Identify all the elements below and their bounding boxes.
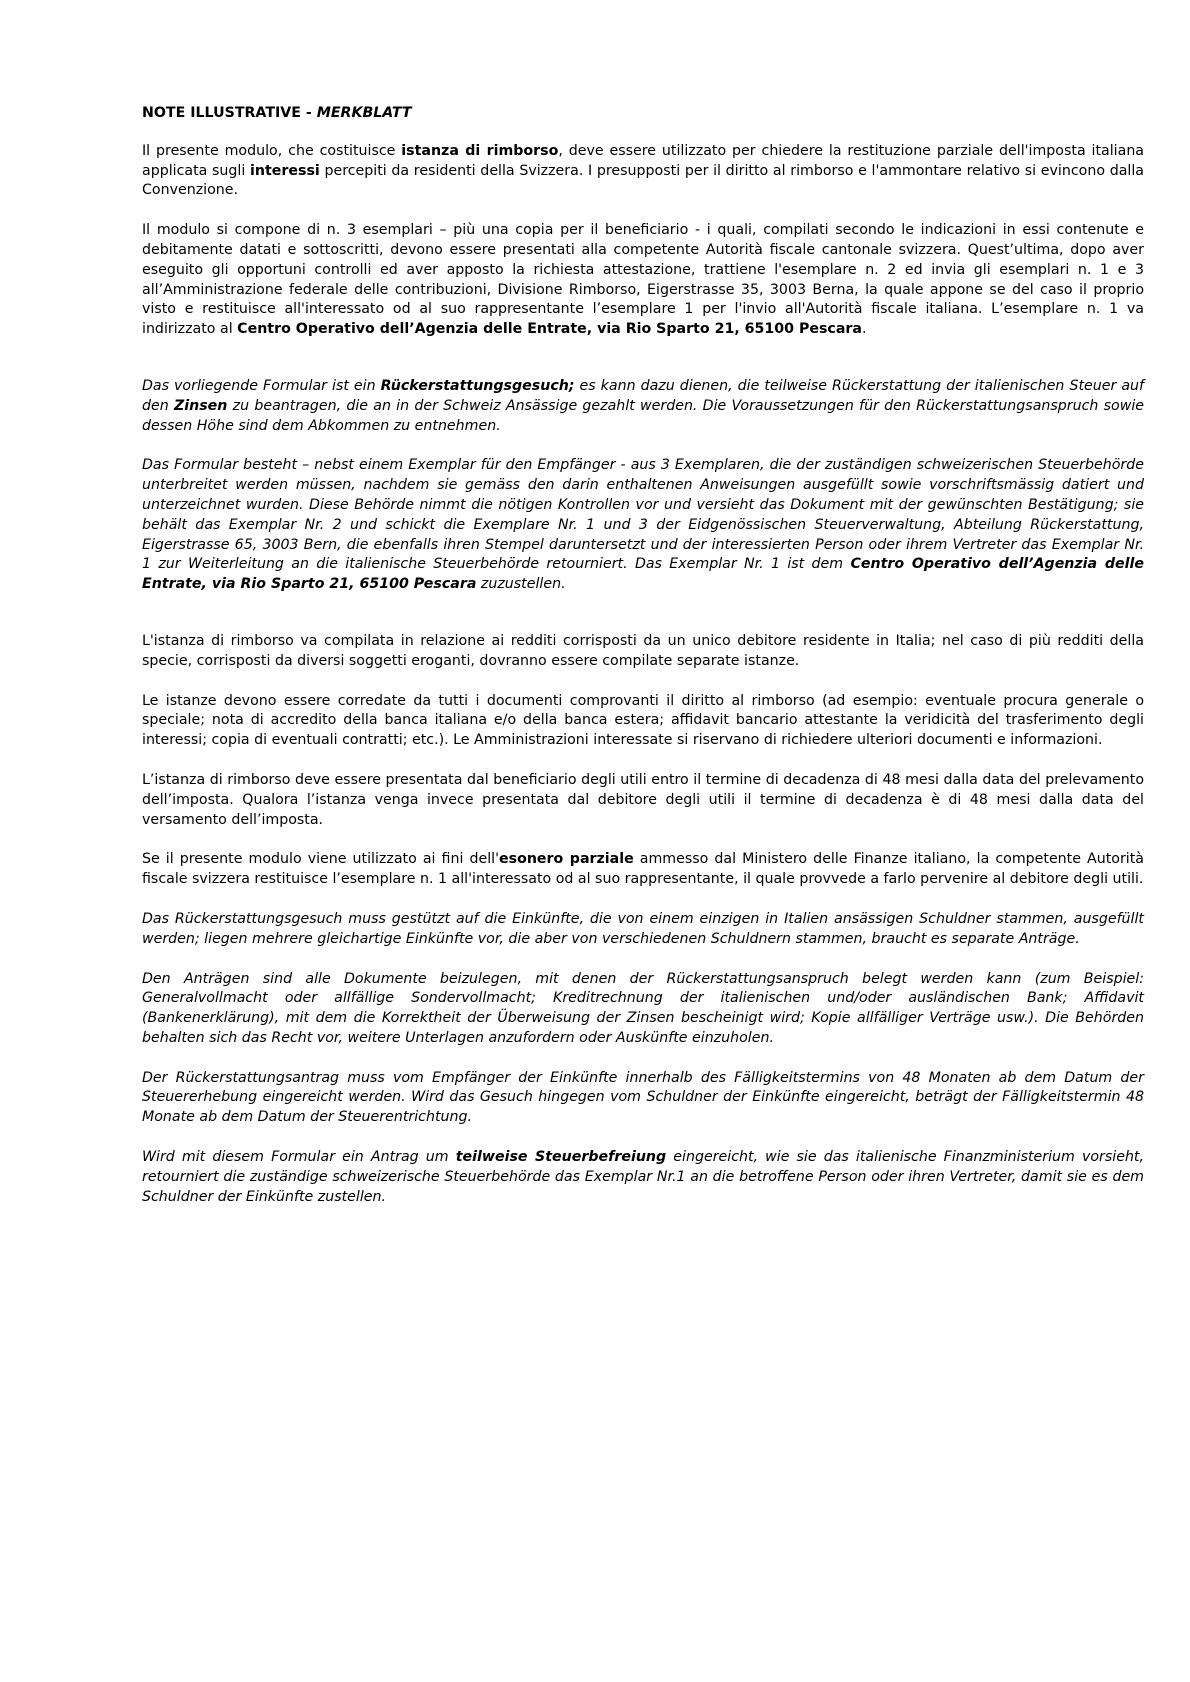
paragraph-it-6: Se il presente modulo viene utilizzato ai fini dell'esonero parziale ammesso dal Ministero delle Finanze italiano, la competente Autorità fiscale svizzera restituisce l’esemplare n. 1 all'interessato od al suo rappresentante, il quale provvede a farlo pervenire al debitore degli utili.: [142, 851, 1144, 888]
paragraph-it-3: L'istanza di rimborso va compilata in relazione ai redditi corrisposti da un unico debitore residente in Italia; nel caso di più redditi della specie, corrisposti da diversi soggetti eroganti, dovranno essere compilate separate istanze.: [142, 632, 1144, 669]
page-title: NOTE ILLUSTRATIVE - MERKBLATT: [142, 105, 412, 121]
paragraph-de-5: Der Rückerstattungsantrag muss vom Empfänger der Einkünfte innerhalb des Fälligkeitstermins von 48 Monaten ab dem Datum der Steuererhebung eingereicht werden. Wird das Gesuch hingegen vom Schuldner der Einkünfte eingereicht, beträgt der Fälligkeitstermin 48 Monate ab dem Datum der Steuerentrichtung.: [142, 1069, 1144, 1126]
paragraph-de-6: Wird mit diesem Formular ein Antrag um teilweise Steuerbefreiung eingereicht, wie sie das italienische Finanzministerium vorsieht, retourniert die zuständige schweizerische Steuerbehörde das Exemplar Nr.1 an die betroffene Person oder ihren Vertreter, damit sie es dem Schuldner der Einkünfte zustellen.: [142, 1149, 1145, 1205]
paragraph-de-2: Das Formular besteht – nebst einem Exemplar für den Empfänger - aus 3 Exemplaren, die der zuständigen schweizerischen Steuerbehörde unterbreitet werden müssen, nachdem sie gemäss den darin enthaltenen Anweisungen ausgefüllt sowie vorschriftsmässig datiert und unterzeichnet wurden. Diese Behörde nimmt die nötigen Kontrollen vor und versieht das Dokument mit der gewünschten Bestätigung; sie behält das Exemplar Nr. 2 und schickt die Exemplare Nr. 1 und 3 der Eidgenössischen Steuerverwaltung, Abteilung Rückerstattung, Eigerstrasse 65, 3003 Bern, die ebenfalls ihren Stempel daruntersetzt und der interessierten Person oder ihrem Vertreter das Exemplar Nr. 1 zur Weiterleitung an die italienische Steuerbehörde retourniert. Das Exemplar Nr. 1 ist dem Centro Operativo dell’Agenzia delle Entrate, via Rio Sparto 21, 65100 Pescara zuzustellen.: [142, 457, 1144, 593]
paragraph-it-2: Il modulo si compone di n. 3 esemplari – più una copia per il beneficiario - i quali, compilati secondo le indicazioni in essi contenute e debitamente datati e sottoscritti, devono essere presentati alla competente Autorità fiscale cantonale svizzera. Quest’ultima, dopo aver eseguito gli opportuni controlli ed aver apposto la richiesta attestazione, trattiene l'esemplare n. 2 ed invia gli esemplari n. 1 e 3 all’Amministrazione federale delle contribuzioni, Divisione Rimborso, Eigerstrasse 35, 3003 Berna, la quale appone se del caso il proprio visto e restituisce all'interessato od al suo rappresentante l’esemplare 1 per l'invio all'Autorità fiscale italiana. L’esemplare n. 1 va indirizzato al Centro Operativo dell’Agenzia delle Entrate, via Rio Sparto 21, 65100 Pescara.: [142, 222, 1144, 338]
paragraph-de-1: Das vorliegende Formular ist ein Rückerstattungsgesuch; es kann dazu dienen, die teilweise Rückerstattung der italienischen Steuer auf den Zinsen zu beantragen, die an in der Schweiz Ansässige gezahlt werden. Die Voraussetzungen für den Rückerstattungsanspruch sowie dessen Höhe sind dem Abkommen zu entnehmen.: [142, 377, 1144, 434]
page-title-german: MERKBLATT: [316, 105, 412, 121]
paragraph-de-4: Den Anträgen sind alle Dokumente beizulegen, mit denen der Rückerstattungsanspruch belegt werden kann (zum Beispiel: Generalvollmacht oder allfällige Sondervollmacht; Kreditrechnung der italienischen und/oder ausländischen Bank; Affidavit (Bankenerklärung), mit dem die Korrektheit der Überweisung der Zinsen bescheinigt wird; Kopie allfälliger Verträge usw.). Die Behörden behalten sich das Recht vor, weitere Unterlagen anzufordern oder Auskünfte einzuholen.: [142, 970, 1144, 1046]
paragraph-de-3: Das Rückerstattungsgesuch muss gestützt auf die Einkünfte, die von einem einzigen in Italien ansässigen Schuldner stammen, ausgefüllt werden; liegen mehrere gleichartige Einkünfte vor, die aber von verschiedenen Schuldnern stammen, braucht es separate Anträge.: [142, 910, 1144, 947]
document-body: [142, 104, 1144, 1227]
paragraph-it-4: Le istanze devono essere corredate da tutti i documenti comprovanti il diritto al rimborso (ad esempio: eventuale procura generale o speciale; nota di accredito della banca italiana e/o della banca estera; affidavit bancario attestante la veridicità del trasferimento degli interessi; copia di eventuali contratti; etc.). Le Amministrazioni interessate si riservano di richiedere ulteriori documenti e informazioni.: [142, 692, 1144, 749]
paragraph-it-5: L’istanza di rimborso deve essere presentata dal beneficiario degli utili entro il termine di decadenza di 48 mesi dalla data del prelevamento dell’imposta. Qualora l’istanza venga invece presentata dal debitore degli utili il termine di decadenza è di 48 mesi dalla data del versamento dell’imposta.: [142, 771, 1144, 828]
paragraph-it-1: Il presente modulo, che costituisce istanza di rimborso, deve essere utilizzato per chiedere la restituzione parziale dell'imposta italiana applicata sugli interessi percepiti da residenti della Svizzera. I presupposti per il diritto al rimborso e l'ammontare relativo si evincono dalla Convenzione.: [142, 142, 1145, 199]
